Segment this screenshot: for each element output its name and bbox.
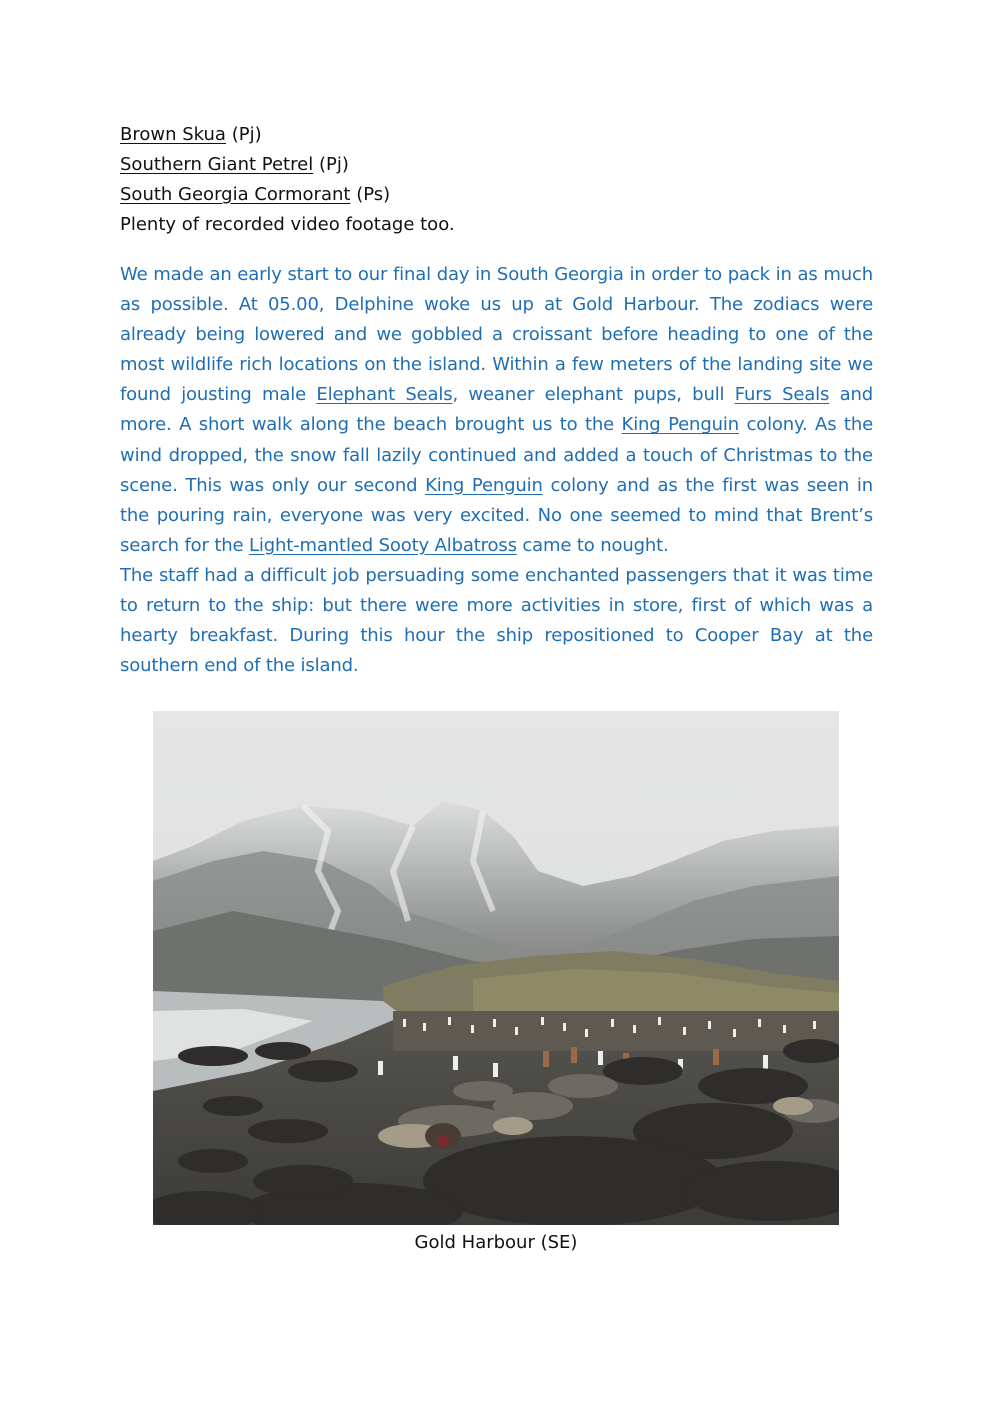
gold-harbour-photo [153,711,839,1225]
text-run: colony. As the wind dropped, the snow fall lazily continued and added a touch of Christmas to the scene. This was only our second [120,414,873,496]
species-line [120,180,880,210]
species-list [120,120,880,240]
paragraph-gold-harbour [120,260,873,561]
footage-note: Plenty of recorded video footage too. [120,214,455,235]
species-link[interactable]: South Georgia Cormorant [120,184,351,205]
species-code: (Pj) [318,154,349,175]
text-run: and more. A short walk along the beach brought us to the [120,384,873,436]
link-sooty-albatross[interactable]: Light-mantled Sooty Albatross [249,534,517,556]
species-link[interactable]: Southern Giant Petrel [120,154,314,175]
species-code: (Ps) [356,184,391,205]
text-run: colony and as the first was seen in the pouring rain, everyone was very excited. No one seemed to mind that Brent’s search for the [120,474,873,556]
species-line [120,120,880,150]
narrative [120,260,873,681]
link-king-penguin[interactable]: King Penguin [425,474,543,496]
photo-caption: Gold Harbour (SE) [414,1232,578,1253]
species-line [120,150,880,180]
link-fur-seals[interactable]: Furs Seals [734,384,830,406]
text-run: , weaner elephant pups, bull [452,384,735,406]
text-run: came to nought. [516,534,669,556]
species-code: (Pj) [231,124,262,145]
link-king-penguin[interactable]: King Penguin [621,414,739,436]
text-run: We made an early start to our final day in South Georgia in order to pack in as much as possible. At 05.00, Delphine woke us up at Gold Harbour. The zodiacs were already being lowered and we gobbled a croissant before heading to one of the most wildlife rich locations on the island. Within a few meters of the landing site we found jousting male [120,264,873,406]
link-elephant-seals[interactable]: Elephant Seals [316,384,453,406]
species-link[interactable]: Brown Skua [120,124,226,145]
paragraph-breakfast: The staff had a difficult job persuading some enchanted passengers that it was time to return to the ship: but there were more activities in store, first of which was a hearty breakfast. During this hour the ship repositioned to Cooper Bay at the southern end of the island. [120,564,873,677]
